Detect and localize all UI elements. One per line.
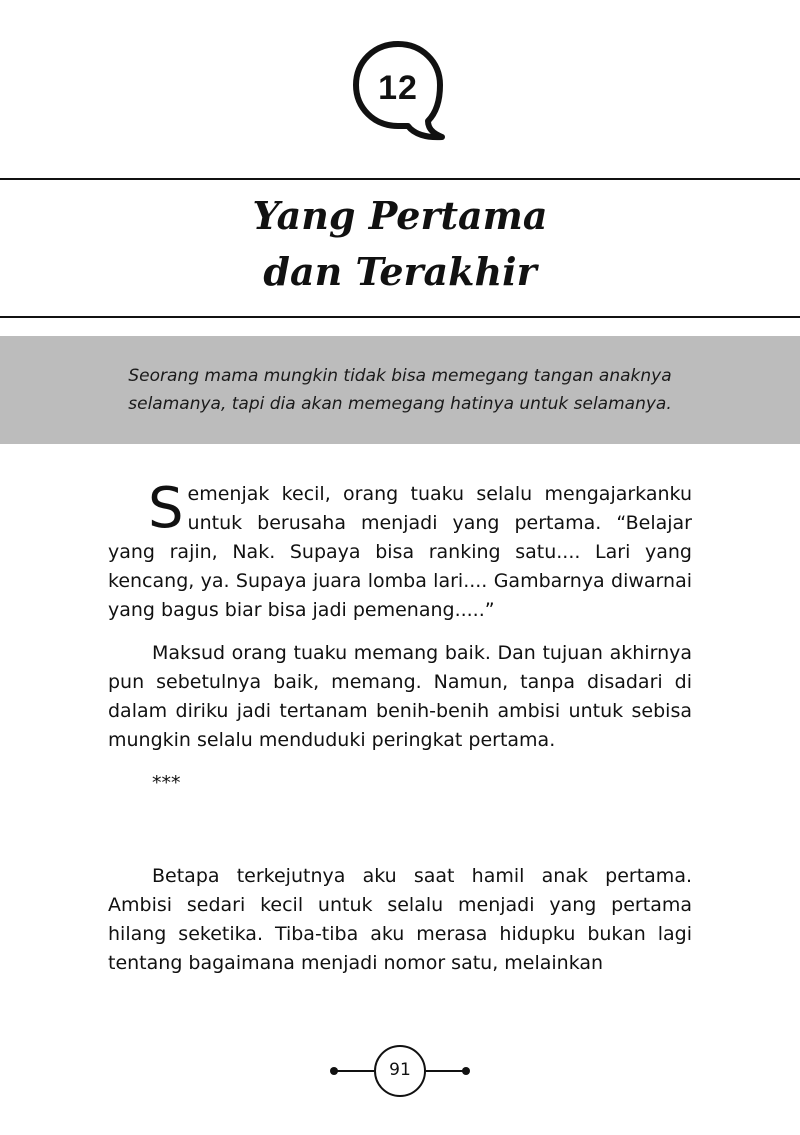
epigraph [100, 362, 700, 418]
drop-cap: S [148, 476, 184, 541]
chapter-title-line-2: dan Terakhir [263, 249, 537, 294]
page-number: 91 [389, 1060, 411, 1080]
header-rule-bottom [0, 316, 800, 318]
paragraph-3: Betapa terkejutnya aku saat hamil anak pertama. Ambisi sedari kecil untuk selalu menjadi yang pertama hilang seketika. Tiba-tiba aku merasa hidupku bukan lagi tentang bagaimana menjadi nomor satu, melainkan [108, 865, 692, 974]
chapter-title-line-1: Yang Pertama [252, 193, 548, 238]
epigraph-line-1: Seorang mama mungkin tidak bisa memegang tangan anaknya [128, 366, 672, 386]
paragraph-1 [108, 476, 692, 625]
chapter-number: 12 [378, 68, 418, 107]
paragraph-2: Maksud orang tuaku memang baik. Dan tujuan akhirnya pun sebetulnya baik, memang. Namun, tanpa disadari di dalam diriku jadi tertanam benih-benih ambisi untuk sebisa mungkin selalu menduduki peringkat pertama. [108, 642, 692, 751]
header-rule-top [0, 178, 800, 180]
section-separator: *** [152, 772, 181, 794]
paragraph-1-text: emenjak kecil, orang tuaku selalu mengajarkanku untuk berusaha menjadi yang pertama. “Belajar yang rajin, Nak. Supaya bisa ranking satu.... Lari yang kencang, ya. Supaya juara lomba lari.... Gambarnya diwarnai yang bagus biar bisa jadi pemenang.....” [108, 483, 692, 621]
epigraph-line-2: selamanya, tapi dia akan memegang hatinya untuk selamanya. [128, 394, 672, 414]
chapter-body [108, 476, 692, 978]
